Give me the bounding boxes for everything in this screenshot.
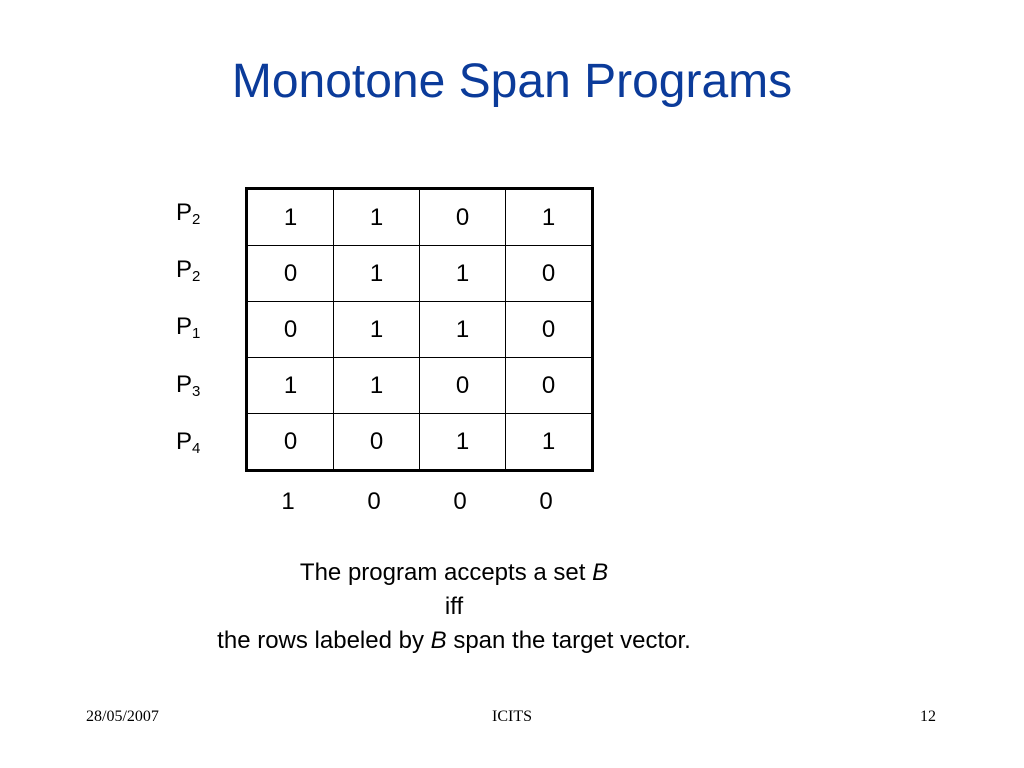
row-labels: [176, 188, 246, 474]
row-label: $P_4$: [176, 427, 201, 457]
caption-line-2: iff: [444, 593, 464, 620]
footer-conference: ICITS: [492, 708, 532, 725]
caption-line-1: The program accepts a set B: [299, 559, 609, 586]
matrix-row: [247, 302, 593, 358]
row-label: $P_2$: [176, 256, 201, 286]
matrix-cell: 0: [506, 358, 593, 414]
matrix-row: [247, 358, 593, 414]
matrix-cell: 1: [334, 246, 420, 302]
matrix-cell: 0: [334, 414, 420, 471]
span-program-matrix: [245, 187, 594, 472]
matrix-cell: 1: [420, 302, 506, 358]
matrix-cell: 1: [247, 358, 334, 414]
target-vector-cell: 0: [367, 488, 381, 515]
footer-date: 28/05/2007: [86, 708, 159, 725]
matrix-cell: 0: [247, 302, 334, 358]
matrix-cell: 1: [420, 246, 506, 302]
matrix-cell: 1: [334, 302, 420, 358]
matrix-cell: 0: [506, 246, 593, 302]
matrix-cell: 1: [420, 414, 506, 471]
matrix-cell: 1: [506, 189, 593, 246]
target-vector-cell: 1: [281, 488, 295, 515]
matrix-cell: 1: [334, 358, 420, 414]
matrix-cell: 1: [334, 189, 420, 246]
matrix-cell: 0: [506, 302, 593, 358]
matrix-cell: 0: [420, 189, 506, 246]
target-vector-row: [245, 474, 589, 530]
caption: [0, 556, 908, 658]
target-vector-cell: 0: [539, 488, 553, 515]
slide-title: Monotone Span Programs: [231, 55, 793, 108]
row-label: $P_2$: [176, 199, 201, 228]
row-label: $P_3$: [176, 370, 201, 400]
footer-page-number: 12: [920, 708, 936, 725]
target-vector-cell: 0: [453, 488, 467, 515]
matrix-cell: 0: [420, 358, 506, 414]
matrix-row: [247, 246, 593, 302]
row-label: $P_1$: [176, 313, 201, 343]
matrix-row: [247, 189, 593, 246]
target-vector: [245, 474, 589, 530]
caption-line-3: the rows labeled by B span the target vector.: [217, 627, 691, 654]
matrix-cell: 1: [506, 414, 593, 471]
matrix-row: [247, 414, 593, 471]
matrix-cell: 0: [247, 246, 334, 302]
matrix-cell: 0: [247, 414, 334, 471]
matrix-cell: 1: [247, 189, 334, 246]
